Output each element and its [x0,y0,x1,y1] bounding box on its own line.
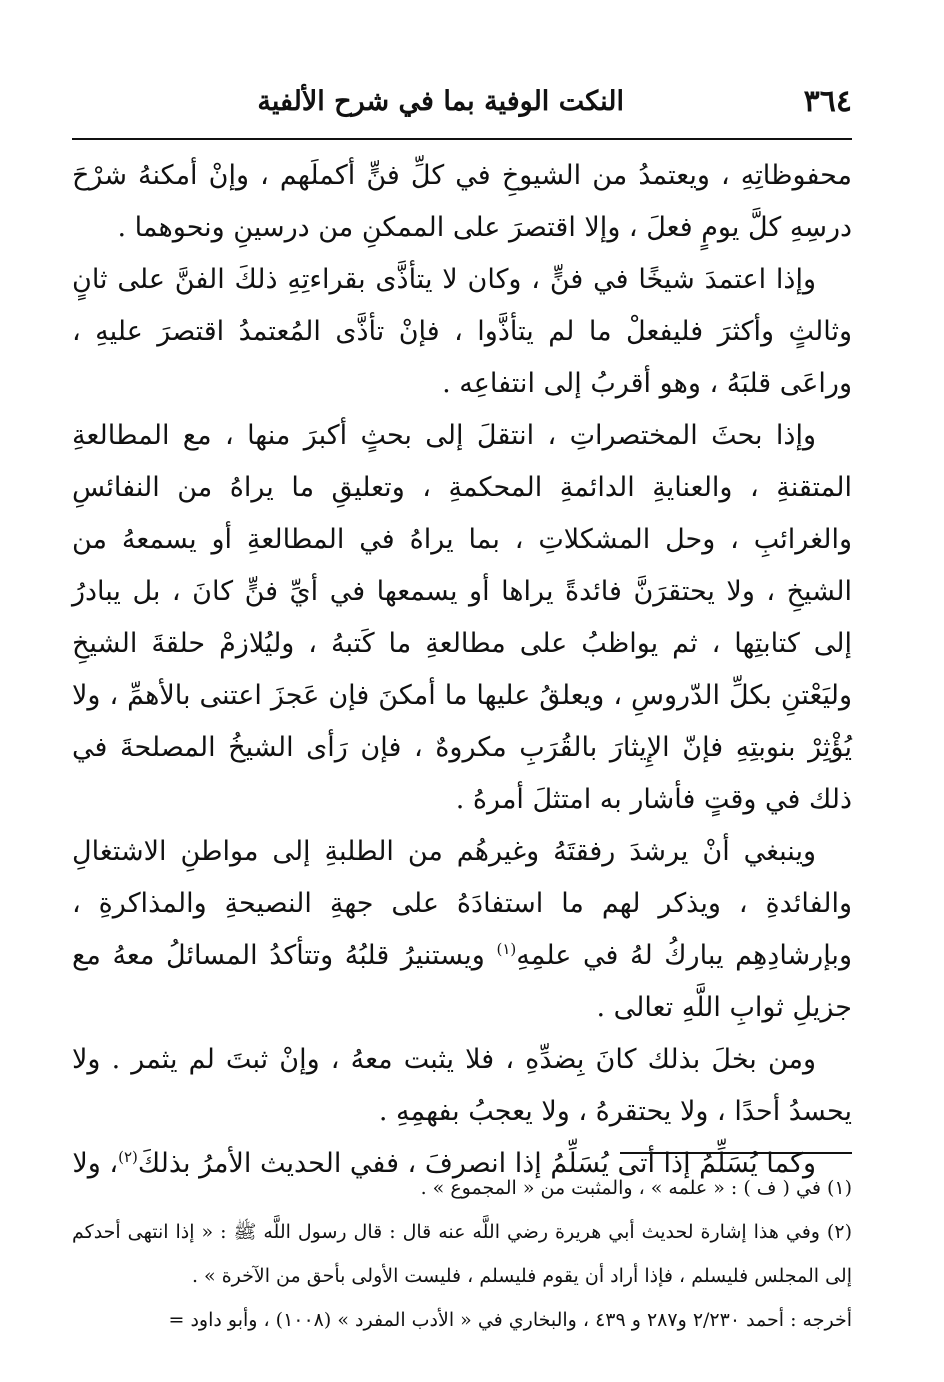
footnote-divider [620,1152,852,1154]
paragraph-3: وإذا بحثَ المختصراتِ ، انتقلَ إلى بحثٍ أكبرَ منها ، مع المطالعةِ المتقنةِ ، والعنايةِ الدائمةِ المحكمةِ ، وتعليقِ ما يراهُ من النفائسِ والغرائبِ ، وحل المشكلاتِ ، بما يراهُ في المطالعةِ أو يسمعهُ من الشيخِ ، ولا يحتقرَنَّ فائدةً يراها أو يسمعها في أيِّ فنٍّ كانَ ، بل يبادرُ إلى كتابتِها ، ثم يواظبُ على مطالعةِ ما كَتبهُ ، وليُلازمْ حلقةَ الشيخِ وليَعْتنِ بكلِّ الدّروسِ ، ويعلقُ عليها ما أمكنَ فإن عَجزَ اعتنى بالأهمِّ ، ولا يُؤْثِرْ بنوبتِهِ فإنّ الإِيثارَ بالقُرَبِ مكروهٌ ، فإن رَأى الشيخُ المصلحةَ في ذلك في وقتٍ فأشار به امتثلَ أمرهُ . [72,420,853,815]
paragraph-6-text-b: ، ولا [72,1148,119,1179]
footnote-2-continued: أخرجه : أحمد ٢/٢٣٠ و٢٨٧ و ٤٣٩ ، والبخاري في « الأدب المفرد » (١٠٠٨) ، وأبو داود = [168,1309,852,1331]
paragraph-4-text-b: ويستنيرُ قلبُهُ وتتأكدُ المسائلُ معهُ مع جزيلِ ثوابِ اللَّهِ تعالى . [72,940,852,1023]
footnotes [72,1166,852,1342]
header-divider [72,138,852,140]
footnote-1: (١) في ( ف ) : « علمه » ، والمثبت من « المجموع » . [420,1177,852,1199]
paragraph-4 [72,826,852,1034]
paragraph-1: محفوظاتِهِ ، ويعتمدُ من الشيوخِ في كلِّ فنٍّ أكملَهم ، وإنْ أمكنهُ شرْحَ درسِهِ كلَّ يومٍ فعلَ ، وإلا اقتصرَ على الممكنِ من درسينِ ونحوهما . [72,160,852,243]
running-header [72,82,852,132]
paragraph-2: وإذا اعتمدَ شيخًا في فنٍّ ، وكان لا يتأذَّى بقراءتِهِ ذلكَ الفنَّ على ثانٍ وثالثٍ وأكثرَ فليفعلْ ما لم يتأذَّوا ، فإنْ تأذَّى المُعتمدُ اقتصرَ عليهِ ، وراعَى قلبَهُ ، وهو أقربُ إلى انتفاعِه . [72,264,852,399]
paragraph-5: ومن بخلَ بذلك كانَ بِضدِّهِ ، فلا يثبت معهُ ، وإنْ ثبتَ لم يثمر . ولا يحسدُ أحدًا ، ولا يحتقرهُ ، ولا يعجبُ بفهمِهِ . [72,1044,852,1127]
page-number: ٣٦٤ [803,84,852,119]
footnote-ref-1[interactable]: (١) [496,940,517,958]
main-text [72,150,852,1190]
paragraph-6-text-a: وكما يُسَلِّمُ إذا أتى يُسَلِّمُ إذا انصرفَ ، ففي الحديث الأمرُ بذلكَ [137,1148,816,1179]
footnote-ref-2[interactable]: (٢) [118,1148,138,1166]
paragraph-4-text-a: وينبغي أنْ يرشدَ رفقتَهُ وغيرهُم من الطلبةِ إلى مواطنِ الاشتغالِ والفائدةِ ، ويذكر لهم ما استفادَهُ على جهةِ النصيحةِ والمذاكرةِ ، وبإرشادِهِم يباركُ لهُ في علمِهِ [72,836,852,971]
running-title: النكت الوفية بما في شرح الألفية [257,86,624,117]
footnote-2: (٢) وفي هذا إشارة لحديث أبي هريرة رضي اللَّه عنه قال : قال رسول اللَّه ﷺ : « إذا انتهى أحدكم إلى المجلس فليسلم ، فإذا أراد أن يقوم فليسلم ، فليست الأولى بأحق من الآخرة » . [72,1221,852,1287]
